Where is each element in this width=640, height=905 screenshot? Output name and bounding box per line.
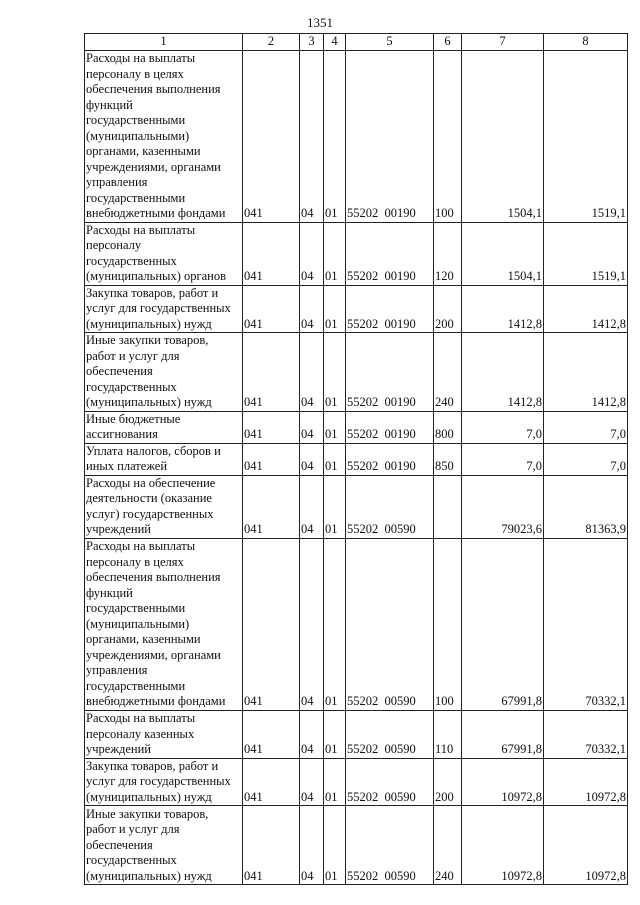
subsection-code-cell-text: 01 — [325, 694, 338, 708]
expense-type-cell-text: 110 — [435, 742, 454, 756]
target-article-cell-text: 55202 00590 — [347, 522, 416, 536]
table-row — [85, 806, 628, 885]
target-article-cell — [346, 758, 434, 806]
amount-year1-cell-text: 10972,8 — [501, 789, 542, 804]
ministry-code-cell-text: 041 — [244, 522, 263, 536]
expense-type-cell-text: 240 — [435, 395, 454, 409]
amount-year2-cell — [544, 538, 628, 710]
section-code-cell-text: 04 — [301, 742, 314, 756]
amount-year1-cell-text: 7,0 — [526, 459, 542, 473]
amount-year2-cell-text: 1412,8 — [591, 395, 626, 409]
table-row — [85, 538, 628, 710]
target-article-cell — [346, 443, 434, 475]
amount-year1-cell-text: 1412,8 — [507, 395, 542, 409]
table-row — [85, 758, 628, 806]
amount-year2-cell-text: 1519,1 — [591, 206, 626, 220]
amount-year1-cell — [462, 475, 544, 538]
ministry-code-cell-text: 041 — [244, 459, 263, 473]
column-header: 2 — [243, 34, 300, 51]
section-code-cell-text: 04 — [301, 868, 314, 883]
expense-type-cell — [434, 806, 462, 885]
expense-type-cell — [434, 333, 462, 412]
amount-year2-cell — [544, 333, 628, 412]
section-code-cell-text: 04 — [301, 789, 314, 804]
amount-year2-cell-text: 70332,1 — [585, 694, 626, 708]
column-header: 8 — [544, 34, 628, 51]
expense-name-cell-text: Расходы на выплаты персоналу казенных учреждений — [86, 711, 196, 756]
amount-year2-cell-text: 1519,1 — [591, 269, 626, 283]
subsection-code-cell-text: 01 — [325, 742, 338, 756]
expense-type-cell-text: 100 — [435, 694, 454, 708]
expense-type-cell — [434, 758, 462, 806]
target-article-cell — [346, 50, 434, 222]
expense-type-cell — [434, 475, 462, 538]
amount-year2-cell — [544, 222, 628, 285]
amount-year2-cell — [544, 806, 628, 885]
expense-name-cell-text: Иные закупки товаров, работ и услуг для обеспечения государственных (муниципальных) нужд — [86, 806, 212, 883]
section-code-cell — [300, 411, 324, 443]
ministry-code-cell-text: 041 — [244, 206, 263, 220]
section-code-cell-text: 04 — [301, 206, 314, 220]
ministry-code-cell — [243, 50, 300, 222]
subsection-code-cell — [324, 411, 346, 443]
budget-table — [84, 33, 628, 885]
subsection-code-cell — [324, 443, 346, 475]
table-row — [85, 475, 628, 538]
subsection-code-cell-text: 01 — [325, 459, 338, 473]
subsection-code-cell-text: 01 — [325, 522, 338, 536]
amount-year1-cell — [462, 538, 544, 710]
target-article-cell-text: 55202 00590 — [347, 868, 416, 883]
table-row — [85, 333, 628, 412]
ministry-code-cell-text: 041 — [244, 789, 263, 804]
section-code-cell-text: 04 — [301, 316, 314, 331]
expense-type-cell — [434, 538, 462, 710]
expense-name-cell — [85, 50, 243, 222]
amount-year2-cell-text: 1412,8 — [591, 316, 626, 331]
target-article-cell-text: 55202 00590 — [347, 694, 416, 708]
table-row — [85, 443, 628, 475]
target-article-cell-text: 55202 00190 — [347, 269, 416, 283]
target-article-cell — [346, 285, 434, 333]
expense-name-cell-text: Закупка товаров, работ и услуг для государственных (муниципальных) нужд — [86, 758, 231, 804]
amount-year1-cell-text: 79023,6 — [501, 522, 542, 536]
ministry-code-cell — [243, 806, 300, 885]
target-article-cell — [346, 806, 434, 885]
section-code-cell — [300, 710, 324, 758]
section-code-cell — [300, 222, 324, 285]
expense-name-cell — [85, 710, 243, 758]
target-article-cell-text: 55202 00190 — [347, 316, 416, 331]
section-code-cell — [300, 806, 324, 885]
page-number: 1351 — [307, 15, 333, 30]
amount-year1-cell — [462, 758, 544, 806]
expense-name-cell-text: Расходы на обеспечение деятельности (оказание услуг) государственных учреждений — [86, 475, 216, 536]
expense-name-cell — [85, 285, 243, 333]
table-row — [85, 285, 628, 333]
column-header: 6 — [434, 34, 462, 51]
amount-year1-cell-text: 1504,1 — [507, 206, 542, 220]
expense-name-cell — [85, 333, 243, 412]
target-article-cell-text: 55202 00190 — [347, 459, 416, 473]
amount-year1-cell — [462, 411, 544, 443]
subsection-code-cell — [324, 710, 346, 758]
ministry-code-cell-text: 041 — [244, 868, 263, 883]
amount-year1-cell-text: 67991,8 — [501, 742, 542, 756]
column-header: 1 — [85, 34, 243, 51]
expense-type-cell-text: 200 — [435, 789, 454, 804]
expense-type-cell-text: 200 — [435, 316, 454, 331]
target-article-cell-text: 55202 00590 — [347, 789, 416, 804]
table-row — [85, 222, 628, 285]
section-code-cell — [300, 475, 324, 538]
ministry-code-cell-text: 041 — [244, 269, 263, 283]
ministry-code-cell — [243, 538, 300, 710]
expense-name-cell — [85, 411, 243, 443]
ministry-code-cell-text: 041 — [244, 427, 263, 441]
amount-year1-cell-text: 67991,8 — [501, 694, 542, 708]
expense-name-cell-text: Иные бюджетные ассигнования — [86, 411, 181, 441]
ministry-code-cell-text: 041 — [244, 742, 263, 756]
amount-year1-cell — [462, 806, 544, 885]
expense-type-cell — [434, 710, 462, 758]
table-row — [85, 50, 628, 222]
subsection-code-cell-text: 01 — [325, 395, 338, 409]
expense-name-cell — [85, 475, 243, 538]
table-row — [85, 411, 628, 443]
subsection-code-cell-text: 01 — [325, 868, 338, 883]
expense-name-cell — [85, 222, 243, 285]
expense-name-cell — [85, 538, 243, 710]
ministry-code-cell — [243, 475, 300, 538]
subsection-code-cell — [324, 758, 346, 806]
target-article-cell-text: 55202 00190 — [347, 395, 416, 409]
amount-year2-cell — [544, 443, 628, 475]
amount-year2-cell — [544, 411, 628, 443]
column-header: 5 — [346, 34, 434, 51]
expense-type-cell-text: 100 — [435, 206, 454, 220]
amount-year1-cell — [462, 333, 544, 412]
subsection-code-cell-text: 01 — [325, 269, 338, 283]
expense-name-cell-text: Закупка товаров, работ и услуг для государственных (муниципальных) нужд — [86, 285, 231, 331]
amount-year1-cell — [462, 222, 544, 285]
target-article-cell-text: 55202 00590 — [347, 742, 416, 756]
section-code-cell-text: 04 — [301, 269, 314, 283]
expense-type-cell — [434, 50, 462, 222]
subsection-code-cell-text: 01 — [325, 206, 338, 220]
amount-year1-cell — [462, 710, 544, 758]
amount-year1-cell — [462, 285, 544, 333]
subsection-code-cell — [324, 333, 346, 412]
expense-name-cell-text: Расходы на выплаты персоналу в целях обеспечения выполнения функций государственными (муниципальными) органами, казенными учреждениями, органами управления государственными внебюджетными фондами — [86, 51, 226, 220]
section-code-cell — [300, 443, 324, 475]
expense-name-cell — [85, 443, 243, 475]
expense-type-cell-text: 120 — [435, 269, 454, 283]
amount-year1-cell-text: 10972,8 — [501, 868, 542, 883]
ministry-code-cell — [243, 222, 300, 285]
amount-year2-cell — [544, 475, 628, 538]
expense-type-cell-text: 800 — [435, 427, 454, 441]
column-header: 3 — [300, 34, 324, 51]
amount-year2-cell — [544, 285, 628, 333]
amount-year2-cell-text: 10972,8 — [585, 868, 626, 883]
amount-year2-cell-text: 7,0 — [610, 427, 626, 441]
amount-year1-cell — [462, 50, 544, 222]
column-header: 4 — [324, 34, 346, 51]
amount-year2-cell-text: 70332,1 — [585, 742, 626, 756]
target-article-cell-text: 55202 00190 — [347, 427, 416, 441]
ministry-code-cell-text: 041 — [244, 395, 263, 409]
section-code-cell-text: 04 — [301, 694, 314, 708]
amount-year2-cell — [544, 710, 628, 758]
subsection-code-cell — [324, 806, 346, 885]
amount-year1-cell-text: 1504,1 — [507, 269, 542, 283]
section-code-cell — [300, 758, 324, 806]
expense-name-cell — [85, 806, 243, 885]
target-article-cell — [346, 411, 434, 443]
expense-name-cell — [85, 758, 243, 806]
section-code-cell — [300, 538, 324, 710]
amount-year1-cell-text: 7,0 — [526, 427, 542, 441]
section-code-cell — [300, 333, 324, 412]
subsection-code-cell — [324, 475, 346, 538]
target-article-cell — [346, 475, 434, 538]
subsection-code-cell-text: 01 — [325, 427, 338, 441]
subsection-code-cell-text: 01 — [325, 316, 338, 331]
expense-type-cell — [434, 443, 462, 475]
target-article-cell — [346, 538, 434, 710]
target-article-cell — [346, 222, 434, 285]
expense-name-cell-text: Расходы на выплаты персоналу государственных (муниципальных) органов — [86, 222, 227, 283]
amount-year2-cell-text: 7,0 — [610, 459, 626, 473]
target-article-cell — [346, 710, 434, 758]
subsection-code-cell — [324, 50, 346, 222]
expense-name-cell-text: Расходы на выплаты персоналу в целях обеспечения выполнения функций государственными (муниципальными) органами, казенными учреждениями, органами управления государственными внебюджетными фондами — [86, 539, 226, 708]
ministry-code-cell — [243, 285, 300, 333]
column-header: 7 — [462, 34, 544, 51]
expense-name-cell-text: Уплата налогов, сборов и иных платежей — [86, 443, 221, 473]
amount-year2-cell-text: 81363,9 — [585, 522, 626, 536]
expense-type-cell — [434, 285, 462, 333]
amount-year1-cell-text: 1412,8 — [507, 316, 542, 331]
expense-type-cell — [434, 411, 462, 443]
ministry-code-cell — [243, 333, 300, 412]
subsection-code-cell-text: 01 — [325, 789, 338, 804]
subsection-code-cell — [324, 285, 346, 333]
expense-type-cell — [434, 222, 462, 285]
section-code-cell-text: 04 — [301, 427, 314, 441]
header-row — [85, 34, 628, 51]
table-row — [85, 710, 628, 758]
expense-type-cell-text: 850 — [435, 459, 454, 473]
ministry-code-cell — [243, 411, 300, 443]
target-article-cell-text: 55202 00190 — [347, 206, 416, 220]
section-code-cell — [300, 285, 324, 333]
ministry-code-cell-text: 041 — [244, 316, 263, 331]
section-code-cell — [300, 50, 324, 222]
subsection-code-cell — [324, 222, 346, 285]
target-article-cell — [346, 333, 434, 412]
amount-year2-cell — [544, 758, 628, 806]
ministry-code-cell — [243, 758, 300, 806]
amount-year2-cell — [544, 50, 628, 222]
section-code-cell-text: 04 — [301, 459, 314, 473]
ministry-code-cell — [243, 443, 300, 475]
section-code-cell-text: 04 — [301, 395, 314, 409]
amount-year2-cell-text: 10972,8 — [585, 789, 626, 804]
subsection-code-cell — [324, 538, 346, 710]
expense-type-cell-text: 240 — [435, 868, 454, 883]
expense-name-cell-text: Иные закупки товаров, работ и услуг для обеспечения государственных (муниципальных) нужд — [86, 333, 212, 409]
amount-year1-cell — [462, 443, 544, 475]
ministry-code-cell — [243, 710, 300, 758]
ministry-code-cell-text: 041 — [244, 694, 263, 708]
section-code-cell-text: 04 — [301, 522, 314, 536]
